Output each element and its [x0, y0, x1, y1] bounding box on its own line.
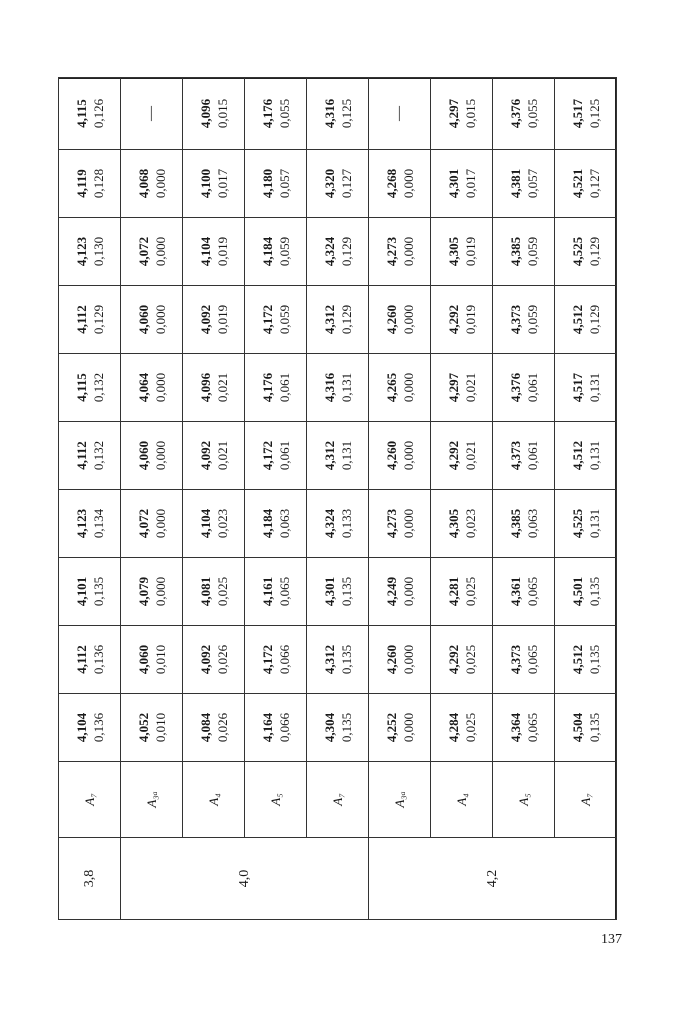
value-cell [493, 694, 555, 762]
value-deviation: 0,136 [90, 712, 106, 743]
value-cell [59, 694, 121, 762]
value-deviation: 0,127 [586, 168, 602, 199]
value-main: 4,512 [569, 304, 585, 335]
value-cell [307, 286, 369, 354]
value-main: 4,521 [569, 168, 585, 199]
value-main: 4,512 [569, 644, 585, 675]
grade-cell: A₇ [307, 762, 369, 838]
value-deviation: 0,135 [90, 576, 106, 607]
value-deviation: 0,059 [524, 236, 540, 267]
value-cell [307, 694, 369, 762]
value-cell [369, 694, 431, 762]
value-main: 4,301 [321, 576, 337, 607]
value-deviation: 0,010 [152, 644, 168, 675]
value-deviation: 0,132 [90, 372, 106, 403]
value-main: 4,376 [507, 98, 523, 129]
value-main: 4,512 [569, 440, 585, 471]
value-deviation: 0,059 [276, 304, 292, 335]
value-deviation: 0,065 [524, 644, 540, 675]
value-deviation: 0,055 [524, 98, 540, 129]
value-main: 4,052 [135, 712, 151, 743]
value-deviation: 0,000 [152, 304, 168, 335]
value-cell [59, 78, 121, 150]
value-cell [493, 626, 555, 694]
value-deviation: 0,000 [400, 712, 416, 743]
value-deviation: 0,131 [338, 372, 354, 403]
value-cell [307, 354, 369, 422]
value-cell [245, 490, 307, 558]
value-deviation: 0,135 [586, 644, 602, 675]
value-cell [431, 78, 493, 150]
value-main: 4,273 [383, 508, 399, 539]
value-cell [59, 150, 121, 218]
value-main: 4,180 [259, 168, 275, 199]
value-cell [369, 490, 431, 558]
value-deviation: 0,000 [400, 168, 416, 199]
grade-cell: A₇ [555, 762, 617, 838]
grade-cell: A₃ₐ [121, 762, 183, 838]
value-cell [431, 422, 493, 490]
value-deviation: 0,132 [90, 440, 106, 471]
value-main: 4,096 [197, 98, 213, 129]
value-cell [493, 150, 555, 218]
value-cell [307, 218, 369, 286]
value-cell [369, 626, 431, 694]
value-cell [369, 558, 431, 626]
table-row [59, 78, 121, 920]
value-main: 4,072 [135, 508, 151, 539]
value-main: 4,297 [445, 98, 461, 129]
value-deviation: 0,000 [152, 236, 168, 267]
value-cell [555, 354, 617, 422]
value-deviation: 0,136 [90, 644, 106, 675]
value-cell [493, 558, 555, 626]
value-cell [555, 558, 617, 626]
value-main: 4,501 [569, 576, 585, 607]
value-main: 4,060 [135, 440, 151, 471]
value-main: 4,119 [73, 169, 89, 198]
value-deviation: 0,131 [586, 508, 602, 539]
value-main: 4,123 [73, 236, 89, 267]
table-body [59, 78, 617, 920]
value-main: 4,381 [507, 168, 523, 199]
value-main: 4,260 [383, 304, 399, 335]
value-main: 4,176 [259, 372, 275, 403]
value-cell [245, 558, 307, 626]
value-cell [431, 558, 493, 626]
value-main: 4,376 [507, 372, 523, 403]
value-deviation: 0,015 [214, 98, 230, 129]
value-cell [183, 422, 245, 490]
value-deviation: 0,025 [462, 644, 478, 675]
value-cell [121, 490, 183, 558]
value-cell [121, 78, 183, 150]
value-deviation: 0,000 [400, 236, 416, 267]
value-deviation: 0,065 [276, 576, 292, 607]
value-cell [493, 354, 555, 422]
value-deviation: 0,015 [462, 98, 478, 129]
value-main: 4,172 [259, 644, 275, 675]
value-deviation: 0,023 [214, 508, 230, 539]
table-row [121, 78, 183, 920]
value-deviation: 0,019 [214, 304, 230, 335]
value-cell [245, 218, 307, 286]
value-deviation: 0,129 [586, 304, 602, 335]
value-main: 4,184 [259, 508, 275, 539]
value-deviation: 0,128 [90, 168, 106, 199]
value-cell [493, 78, 555, 150]
value-cell [183, 694, 245, 762]
value-cell [555, 218, 617, 286]
value-cell [555, 694, 617, 762]
value-cell [59, 626, 121, 694]
module-cell: 4,0 [121, 838, 369, 920]
value-deviation: 0,026 [214, 644, 230, 675]
value-deviation: 0,025 [214, 576, 230, 607]
value-cell [121, 422, 183, 490]
value-deviation: 0,057 [524, 168, 540, 199]
value-main: 4,292 [445, 440, 461, 471]
value-cell [121, 354, 183, 422]
grade-cell: A₇ [59, 762, 121, 838]
value-deviation: 0,057 [276, 168, 292, 199]
value-main: 4,060 [135, 304, 151, 335]
value-main: 4,112 [73, 441, 89, 470]
value-cell [307, 558, 369, 626]
value-main: 4,249 [383, 576, 399, 607]
value-deviation: 0,025 [462, 712, 478, 743]
value-main: 4,092 [197, 644, 213, 675]
value-cell [183, 78, 245, 150]
value-main: 4,268 [383, 168, 399, 199]
value-main: 4,176 [259, 98, 275, 129]
value-cell [307, 150, 369, 218]
table-row [369, 78, 431, 920]
value-cell [121, 286, 183, 354]
value-main: 4,079 [135, 576, 151, 607]
value-deviation: 0,061 [276, 440, 292, 471]
table-row [555, 78, 617, 920]
value-cell [245, 354, 307, 422]
value-main: 4,361 [507, 576, 523, 607]
module-cell: 3,8 [59, 838, 121, 920]
value-deviation: 0,019 [214, 236, 230, 267]
value-main: 4,385 [507, 508, 523, 539]
grade-cell: A₄ [183, 762, 245, 838]
value-deviation: 0,000 [152, 372, 168, 403]
value-main: 4,104 [197, 508, 213, 539]
value-cell [183, 218, 245, 286]
value-main: 4,164 [259, 712, 275, 743]
value-deviation: 0,055 [276, 98, 292, 129]
table-row [431, 78, 493, 920]
value-deviation: 0,135 [586, 576, 602, 607]
value-cell [555, 422, 617, 490]
value-main: 4,184 [259, 236, 275, 267]
value-cell [59, 490, 121, 558]
value-main: 4,304 [321, 712, 337, 743]
value-deviation: 0,061 [524, 372, 540, 403]
value-cell [431, 694, 493, 762]
value-main: 4,112 [73, 645, 89, 674]
value-cell [493, 422, 555, 490]
value-main: 4,301 [445, 168, 461, 199]
value-main: 4,320 [321, 168, 337, 199]
value-main: 4,265 [383, 372, 399, 403]
value-cell [431, 354, 493, 422]
value-main: 4,060 [135, 644, 151, 675]
value-cell [59, 558, 121, 626]
value-deviation: 0,019 [462, 304, 478, 335]
value-main: 4,081 [197, 576, 213, 607]
value-deviation: 0,021 [462, 440, 478, 471]
value-main: 4,373 [507, 644, 523, 675]
value-deviation: 0,023 [462, 508, 478, 539]
value-cell [431, 218, 493, 286]
value-main: 4,273 [383, 236, 399, 267]
value-main: 4,312 [321, 440, 337, 471]
value-main: 4,373 [507, 304, 523, 335]
value-cell [121, 218, 183, 286]
value-deviation: 0,021 [462, 372, 478, 403]
value-deviation: 0,000 [400, 576, 416, 607]
value-deviation: 0,131 [338, 440, 354, 471]
value-cell [493, 286, 555, 354]
value-cell [183, 150, 245, 218]
value-main: 4,312 [321, 644, 337, 675]
value-cell [369, 422, 431, 490]
value-cell [245, 150, 307, 218]
value-cell [307, 78, 369, 150]
value-main: 4,373 [507, 440, 523, 471]
value-cell [555, 78, 617, 150]
value-main: 4,525 [569, 236, 585, 267]
grade-cell: A₄ [431, 762, 493, 838]
rotated-table-wrapper [58, 78, 616, 920]
value-deviation: 0,135 [338, 712, 354, 743]
value-cell [555, 626, 617, 694]
value-main: 4,324 [321, 508, 337, 539]
value-main: 4,096 [197, 372, 213, 403]
value-deviation: 0,000 [400, 304, 416, 335]
value-deviation: 0,126 [90, 98, 106, 129]
table-row [245, 78, 307, 920]
value-cell [307, 422, 369, 490]
value-cell [245, 286, 307, 354]
value-cell [555, 150, 617, 218]
value-main: 4,385 [507, 236, 523, 267]
value-deviation: 0,066 [276, 644, 292, 675]
value-main: 4,172 [259, 440, 275, 471]
value-deviation: 0,133 [338, 508, 354, 539]
value-deviation: 0,131 [586, 440, 602, 471]
value-deviation: 0,063 [524, 508, 540, 539]
table-row [493, 78, 555, 920]
value-deviation: 0,021 [214, 372, 230, 403]
value-cell [59, 218, 121, 286]
value-main: 4,115 [73, 99, 89, 128]
value-deviation: 0,000 [400, 372, 416, 403]
value-deviation: 0,125 [338, 98, 354, 129]
module-cell: 4,2 [369, 838, 617, 920]
value-main: 4,316 [321, 98, 337, 129]
value-cell [183, 626, 245, 694]
value-deviation: 0,019 [462, 236, 478, 267]
value-cell [183, 490, 245, 558]
value-main: 4,316 [321, 372, 337, 403]
grade-cell: A₅ [245, 762, 307, 838]
value-deviation: 0,061 [276, 372, 292, 403]
value-cell [369, 150, 431, 218]
value-deviation: 0,129 [90, 304, 106, 335]
value-cell [493, 218, 555, 286]
value-deviation: 0,129 [338, 304, 354, 335]
value-main: 4,092 [197, 440, 213, 471]
tolerance-table [58, 77, 617, 920]
value-main: 4,123 [73, 508, 89, 539]
dash-mark: — [391, 106, 407, 121]
value-cell [121, 150, 183, 218]
dash-mark: — [143, 106, 159, 121]
value-deviation: 0,135 [586, 712, 602, 743]
value-deviation: 0,059 [276, 236, 292, 267]
value-main: 4,292 [445, 304, 461, 335]
value-deviation: 0,017 [214, 168, 230, 199]
value-main: 4,517 [569, 372, 585, 403]
grade-cell: A₃ₐ [369, 762, 431, 838]
value-cell [245, 78, 307, 150]
value-main: 4,517 [569, 98, 585, 129]
value-main: 4,104 [197, 236, 213, 267]
value-cell [431, 490, 493, 558]
value-deviation: 0,127 [338, 168, 354, 199]
value-deviation: 0,131 [586, 372, 602, 403]
value-main: 4,115 [73, 373, 89, 402]
value-main: 4,100 [197, 168, 213, 199]
value-cell [307, 490, 369, 558]
value-main: 4,297 [445, 372, 461, 403]
page-number: 137 [601, 932, 622, 947]
value-deviation: 0,059 [524, 304, 540, 335]
value-deviation: 0,129 [586, 236, 602, 267]
value-cell [183, 286, 245, 354]
table-row [307, 78, 369, 920]
value-deviation: 0,130 [90, 236, 106, 267]
value-main: 4,072 [135, 236, 151, 267]
value-main: 4,172 [259, 304, 275, 335]
value-deviation: 0,000 [400, 508, 416, 539]
value-cell [431, 150, 493, 218]
value-deviation: 0,010 [152, 712, 168, 743]
value-deviation: 0,021 [214, 440, 230, 471]
value-deviation: 0,026 [214, 712, 230, 743]
value-cell [121, 694, 183, 762]
value-cell [121, 558, 183, 626]
value-cell [555, 490, 617, 558]
value-main: 4,525 [569, 508, 585, 539]
value-deviation: 0,135 [338, 576, 354, 607]
value-cell [369, 78, 431, 150]
value-deviation: 0,000 [152, 440, 168, 471]
value-main: 4,101 [73, 576, 89, 607]
value-main: 4,312 [321, 304, 337, 335]
grade-cell: A₅ [493, 762, 555, 838]
value-cell [431, 286, 493, 354]
value-main: 4,092 [197, 304, 213, 335]
value-main: 4,260 [383, 644, 399, 675]
value-deviation: 0,025 [462, 576, 478, 607]
value-deviation: 0,000 [152, 576, 168, 607]
value-cell [493, 490, 555, 558]
value-deviation: 0,063 [276, 508, 292, 539]
value-main: 4,364 [507, 712, 523, 743]
table-row [183, 78, 245, 920]
value-cell [369, 286, 431, 354]
value-cell [59, 422, 121, 490]
value-cell [431, 626, 493, 694]
value-deviation: 0,134 [90, 508, 106, 539]
value-cell [59, 354, 121, 422]
value-main: 4,504 [569, 712, 585, 743]
value-cell [245, 626, 307, 694]
value-cell [369, 218, 431, 286]
value-main: 4,252 [383, 712, 399, 743]
value-main: 4,161 [259, 576, 275, 607]
value-deviation: 0,000 [152, 508, 168, 539]
value-main: 4,104 [73, 712, 89, 743]
value-cell [183, 354, 245, 422]
value-main: 4,084 [197, 712, 213, 743]
value-deviation: 0,000 [152, 168, 168, 199]
value-main: 4,305 [445, 236, 461, 267]
value-cell [121, 626, 183, 694]
value-cell [369, 354, 431, 422]
value-main: 4,260 [383, 440, 399, 471]
value-deviation: 0,061 [524, 440, 540, 471]
value-deviation: 0,125 [586, 98, 602, 129]
value-deviation: 0,017 [462, 168, 478, 199]
value-cell [245, 694, 307, 762]
value-main: 4,305 [445, 508, 461, 539]
value-main: 4,284 [445, 712, 461, 743]
value-main: 4,281 [445, 576, 461, 607]
value-main: 4,068 [135, 168, 151, 199]
value-cell [183, 558, 245, 626]
value-deviation: 0,135 [338, 644, 354, 675]
value-deviation: 0,000 [400, 644, 416, 675]
value-cell [245, 422, 307, 490]
value-cell [555, 286, 617, 354]
value-deviation: 0,065 [524, 712, 540, 743]
value-cell [59, 286, 121, 354]
value-main: 4,292 [445, 644, 461, 675]
value-deviation: 0,000 [400, 440, 416, 471]
value-main: 4,064 [135, 372, 151, 403]
value-deviation: 0,129 [338, 236, 354, 267]
value-deviation: 0,065 [524, 576, 540, 607]
value-main: 4,112 [73, 305, 89, 334]
value-main: 4,324 [321, 236, 337, 267]
value-cell [307, 626, 369, 694]
value-deviation: 0,066 [276, 712, 292, 743]
